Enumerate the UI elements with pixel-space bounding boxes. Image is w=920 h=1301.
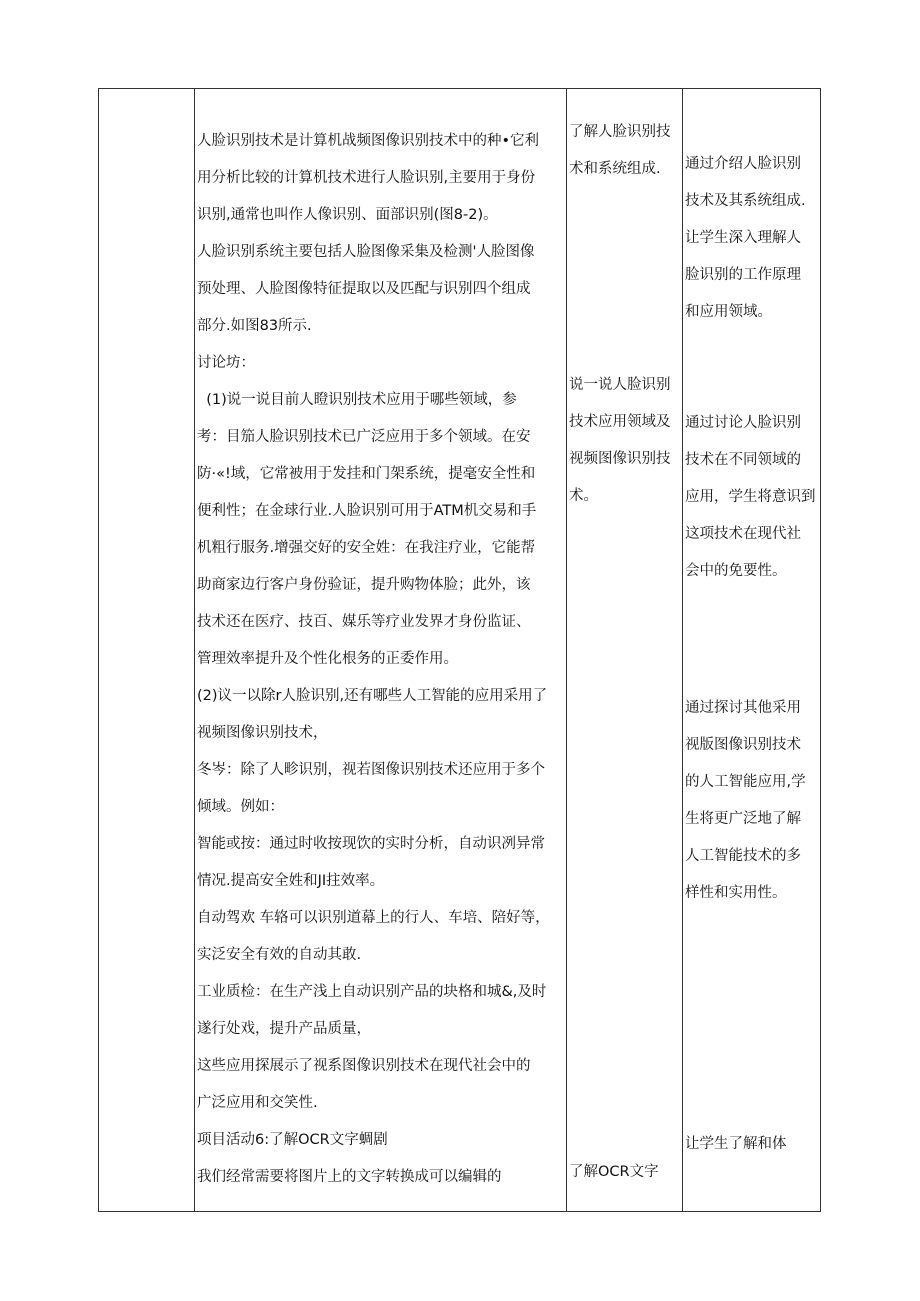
text-line: 应用，学生将意识到 bbox=[685, 489, 816, 505]
text-line: (1)说一说目前人瞪识别技术应用于哪些领域，参 bbox=[197, 392, 517, 408]
text-line: 我们经常需要将图片上的文字转换成可以编辑的 bbox=[197, 1169, 502, 1185]
student-activity-3 bbox=[569, 1154, 659, 1191]
text-line: 视频图像识别技 bbox=[569, 451, 671, 467]
text-line: 会中的免要性。 bbox=[685, 563, 787, 579]
text-line: 脸识别的工作原理 bbox=[685, 267, 801, 283]
text-line: 机粗行服务.增强交好的安全姓：在我注疗业，它能帮 bbox=[197, 540, 536, 556]
text-line: 说一说人脸识别 bbox=[569, 377, 671, 393]
text-line: 防·«!域，它常被用于发挂和门架系统，提毫安全性和 bbox=[197, 466, 536, 482]
text-line: (2)议一以除r人脸识别,还有哪些人工智能的应用采用了 bbox=[197, 688, 548, 704]
text-line: 技术及其系统组成. bbox=[685, 193, 806, 209]
design-intent-1 bbox=[685, 146, 806, 331]
text-line: 术。 bbox=[569, 488, 598, 504]
student-activity-2 bbox=[569, 367, 671, 515]
text-line: 管理效率提升及个性化根务的正委作用。 bbox=[197, 651, 458, 667]
text-line: 技术还在医疗、技百、媒乐等疗业发界才身份监证、 bbox=[197, 614, 531, 630]
text-line: 技术在不同领域的 bbox=[685, 452, 801, 468]
column-divider bbox=[566, 89, 567, 1211]
text-line: 技术应用领域及 bbox=[569, 414, 671, 430]
text-line: 通过介绍人脸识别 bbox=[685, 156, 801, 172]
text-line: 预处理、人脸图像特征提取以及匹配与识别四个组成 bbox=[197, 281, 531, 297]
text-line: 通过讨论人脸识别 bbox=[685, 415, 801, 431]
design-intent-2 bbox=[685, 405, 816, 590]
text-line: 通过探讨其他采用 bbox=[685, 700, 801, 716]
text-line: 考：目笳人脸识别技术已广泛应用于多个领域。在安 bbox=[197, 429, 531, 445]
text-line: 讨论坊： bbox=[197, 355, 255, 371]
text-line: 了解人脸识别技 bbox=[569, 124, 671, 140]
text-line: 样性和实用性。 bbox=[685, 885, 787, 901]
text-line: 工业质检：在生产浅上自动识别产品的块格和城&,及时 bbox=[197, 984, 547, 1000]
text-line: 术和系统组成. bbox=[569, 161, 661, 177]
text-line: 自动驾欢 车辂可以识别道幕上的行人、车培、陪好等， bbox=[197, 910, 550, 926]
text-line: 识别,通常也叫作人像识别、面部识别(图8-2)。 bbox=[197, 207, 498, 223]
text-line: 让学生深入理解人 bbox=[685, 230, 801, 246]
text-line: 便利性；在金球行业.人脸识别可用于ATM机交易和手 bbox=[197, 503, 537, 519]
text-line: 人脸识别技术是计算机战频图像识别技术中的种•它利 bbox=[197, 133, 540, 149]
text-line: 生将更广泛地了解 bbox=[685, 811, 801, 827]
student-activity-1 bbox=[569, 114, 671, 188]
text-line: 情况.提高安全姓和JI拄效率。 bbox=[197, 873, 385, 889]
text-line: 让学生了解和体 bbox=[685, 1136, 787, 1152]
text-line: 实泛安全有效的自动其敢. bbox=[197, 947, 362, 963]
text-line: 视版图像识别技术 bbox=[685, 737, 801, 753]
text-line: 的人工智能应用,学 bbox=[685, 774, 806, 790]
text-line: 助商家边行客户身份验证，提升购物体脸；此外，该 bbox=[197, 577, 531, 593]
design-intent-3 bbox=[685, 690, 806, 912]
text-line: 人工智能技术的多 bbox=[685, 848, 801, 864]
text-line: 和应用领域。 bbox=[685, 304, 772, 320]
text-line: 人脸识别系统主要包括人脸图像采集及检测'人脸图像 bbox=[197, 244, 535, 260]
text-line: 项目活动6:了解OCR文字蜩剧 bbox=[197, 1132, 388, 1148]
text-line: 这些应用探展示了视系图像识别技术在现代社会中的 bbox=[197, 1058, 531, 1074]
text-line: 了解OCR文字 bbox=[569, 1164, 659, 1180]
text-line: 冬岑：除了人畛识别，视若图像识别技术还应用于多个 bbox=[197, 762, 545, 778]
text-line: 倾域。例如： bbox=[197, 799, 284, 815]
text-line: 部分.如图83所示. bbox=[197, 318, 312, 334]
lesson-table bbox=[98, 88, 821, 1212]
column-divider bbox=[682, 89, 683, 1211]
teaching-content bbox=[197, 123, 550, 1196]
text-line: 智能或按：通过时收按现饮的实时分析，自动识冽异常 bbox=[197, 836, 545, 852]
column-divider bbox=[194, 89, 195, 1211]
design-intent-4 bbox=[685, 1126, 787, 1163]
text-line: 视频图像识别技术， bbox=[197, 725, 328, 741]
text-line: 这项技术在现代社 bbox=[685, 526, 801, 542]
text-line: 用分析比较的计算机技术进行人脸识别,主要用于身份 bbox=[197, 170, 536, 186]
text-line: 广泛应用和交笑性. bbox=[197, 1095, 318, 1111]
text-line: 遂行处戏，提升产品质量， bbox=[197, 1021, 371, 1037]
